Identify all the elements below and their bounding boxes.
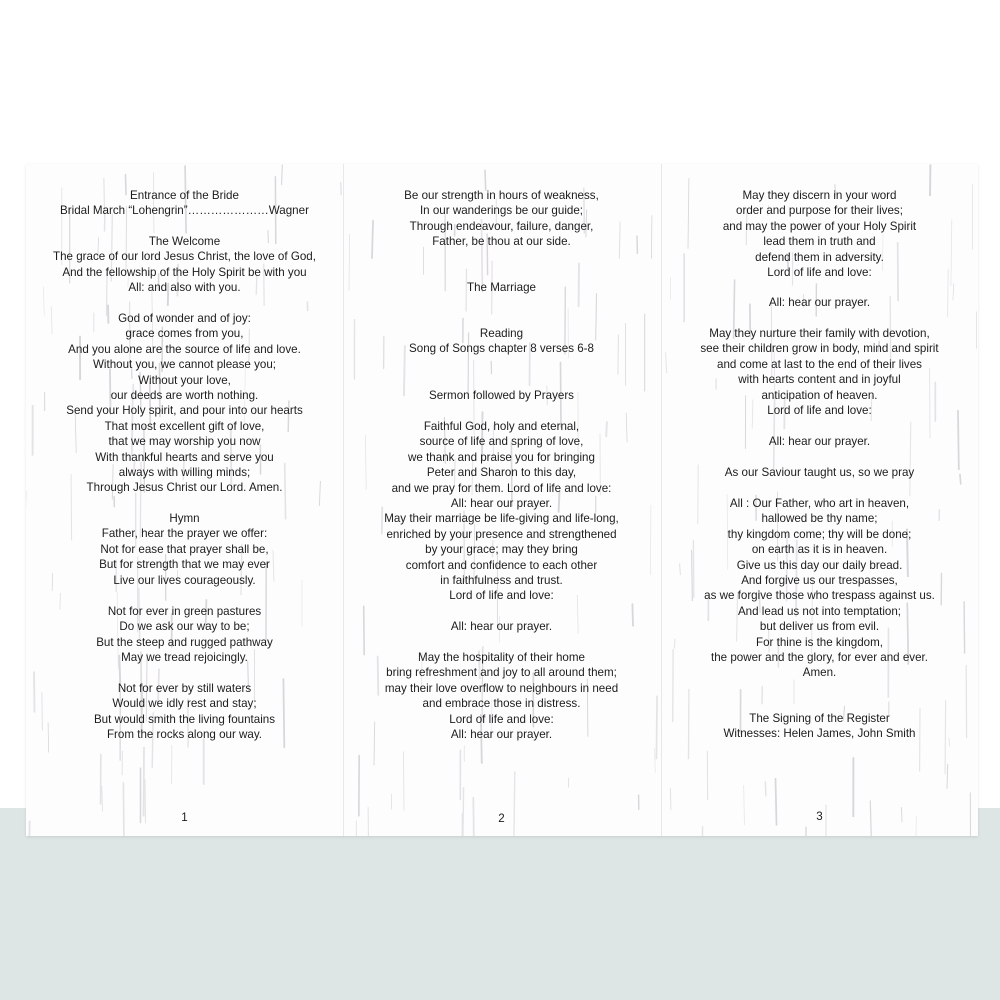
text-line: Without you, we cannot please you;	[92, 358, 277, 372]
text-line: see their children grow in body, mind and spirit	[700, 342, 939, 356]
text-block	[343, 326, 660, 357]
page-panel-1	[26, 164, 343, 836]
text-block	[26, 604, 343, 666]
text-line: That most excellent gift of love,	[104, 419, 265, 433]
text-line: Sermon followed by Prayers	[429, 389, 574, 402]
text-line: And the fellowship of the Holy Spirit be with you	[62, 265, 307, 279]
text-line: Witnesses: Helen James, John Smith	[723, 727, 916, 741]
text-block	[26, 681, 343, 743]
text-line: by your grace; may they bring	[425, 543, 578, 557]
text-line: Bridal March “Lohengrin”…………………Wagner	[60, 204, 309, 218]
text-line: Lord of life and love:	[767, 265, 872, 279]
text-line: In our wanderings be our guide;	[419, 204, 584, 218]
text-line: as we forgive those who trespass against us.	[704, 589, 935, 603]
text-line: and come at last to the end of their lives	[717, 357, 922, 371]
text-line: may their love overflow to neighbours in need	[384, 681, 619, 695]
text-line: and we pray for them. Lord of life and love:	[391, 481, 612, 495]
text-line: Hymn	[169, 512, 200, 525]
text-line: lead them in truth and	[763, 235, 876, 249]
text-line: but deliver us from evil.	[759, 620, 880, 634]
text-line: Faithful God, holy and eternal,	[423, 420, 580, 433]
text-line: we thank and praise you for bringing	[408, 450, 595, 464]
text-block	[26, 511, 343, 588]
text-line: The Welcome	[148, 235, 221, 248]
text-line: All: hear our prayer.	[450, 496, 553, 510]
text-line: Live our lives courageously.	[113, 573, 256, 587]
text-line: All: hear our prayer.	[768, 435, 871, 448]
text-line: Lord of life and love:	[449, 589, 554, 603]
text-block	[661, 295, 978, 310]
text-line: Father, hear the prayer we offer:	[101, 527, 268, 541]
text-line: But for strength that we may ever	[99, 558, 270, 572]
order-of-service-sheet	[26, 164, 978, 836]
text-line: And forgive us our trespasses,	[741, 573, 898, 587]
text-line: order and purpose for their lives;	[736, 204, 903, 218]
page-panel-3	[661, 164, 978, 836]
text-line: Not for ease that prayer shall be,	[100, 542, 269, 556]
text-line: The grace of our lord Jesus Christ, the love of God,	[53, 250, 316, 264]
text-line: All: hear our prayer.	[450, 727, 553, 741]
text-line: Song of Songs chapter 8 verses 6-8	[409, 342, 594, 356]
text-line: Lord of life and love:	[449, 712, 554, 726]
text-line: All: and also with you.	[128, 281, 241, 295]
backdrop-bottom	[0, 808, 1000, 1000]
text-line: bring refreshment and joy to all around them;	[386, 666, 617, 680]
text-block	[661, 711, 978, 742]
text-line: hallowed be thy name;	[761, 512, 878, 526]
text-block	[343, 619, 660, 634]
text-line: But would smith the living fountains	[93, 712, 276, 726]
text-line: in faithfulness and trust.	[440, 573, 563, 587]
text-block	[26, 234, 343, 296]
text-line: the power and the glory, for ever and ever.	[711, 650, 928, 664]
text-line: All : Our Father, who art in heaven,	[729, 497, 910, 510]
text-line: And you alone are the source of life and love.	[68, 342, 301, 356]
text-line: comfort and confidence to each other	[405, 558, 598, 572]
text-line: May the hospitality of their home	[418, 651, 585, 664]
text-block	[26, 188, 343, 219]
text-line: grace comes from you,	[125, 327, 244, 341]
text-line: source of life and spring of love,	[419, 435, 584, 449]
text-line: But the steep and rugged pathway	[96, 635, 273, 649]
text-line: and may the power of your Holy Spirit	[722, 219, 917, 233]
text-line: Give us this day our daily bread.	[736, 558, 903, 572]
text-block	[26, 311, 343, 496]
text-line: Without your love,	[138, 373, 231, 387]
text-line: that we may worship you now	[108, 435, 261, 449]
text-line: With thankful hearts and serve you	[95, 450, 274, 464]
text-line: always with willing minds;	[118, 465, 251, 479]
text-line: Not for ever by still waters	[117, 682, 252, 695]
text-line: The Signing of the Register	[749, 712, 890, 725]
text-line: with hearts content and in joyful	[738, 373, 901, 387]
text-line: Through endeavour, failure, danger,	[409, 219, 594, 233]
text-line: Send your Holy spirit, and pour into our hearts	[66, 404, 303, 418]
text-block	[343, 419, 660, 604]
text-line: our deeds are worth nothing.	[110, 388, 259, 402]
page-number: 2	[498, 812, 505, 825]
text-block	[343, 280, 660, 295]
text-line: Not for ever in green pastures	[107, 605, 262, 618]
text-line: May they nurture their family with devotion,	[709, 327, 930, 340]
text-line: Reading	[479, 327, 524, 340]
text-line: Amen.	[802, 666, 837, 680]
text-line: Be our strength in hours of weakness,	[404, 189, 599, 202]
page-panel-2	[343, 164, 660, 836]
text-line: anticipation of heaven.	[761, 388, 878, 402]
text-line: The Marriage	[467, 281, 536, 294]
text-line: And lead us not into temptation;	[737, 604, 902, 618]
text-line: As our Saviour taught us, so we pray	[724, 466, 915, 479]
text-block	[343, 188, 660, 250]
text-line: Would we idly rest and stay;	[112, 697, 257, 711]
text-block	[661, 326, 978, 418]
text-line: Do we ask our way to be;	[119, 620, 250, 634]
text-line: enriched by your presence and strengthened	[386, 527, 617, 541]
text-line: All: hear our prayer.	[450, 620, 553, 633]
text-line: and embrace those in distress.	[422, 697, 581, 711]
text-line: thy kingdom come; thy will be done;	[727, 527, 912, 541]
text-line: All: hear our prayer.	[768, 296, 871, 309]
text-block	[661, 465, 978, 480]
text-line: on earth as it is in heaven.	[751, 543, 888, 557]
text-line: defend them in adversity.	[755, 250, 884, 264]
text-line: May we tread rejoicingly.	[121, 651, 248, 665]
text-line: Peter and Sharon to this day,	[426, 466, 577, 480]
text-line: For thine is the kingdom,	[756, 635, 883, 649]
text-line: Lord of life and love:	[767, 403, 872, 417]
text-line: Father, be thou at our side.	[432, 235, 571, 249]
page-number: 1	[181, 811, 188, 824]
page-number: 3	[816, 810, 823, 823]
text-line: God of wonder and of joy:	[118, 312, 251, 325]
text-block	[661, 496, 978, 681]
text-line: May they discern in your word	[742, 189, 897, 202]
text-line: May their marriage be life-giving and life-long,	[384, 512, 619, 526]
text-line: Entrance of the Bride	[130, 189, 239, 202]
text-block	[661, 188, 978, 280]
text-line: Through Jesus Christ our Lord. Amen.	[86, 481, 283, 495]
text-block	[661, 434, 978, 449]
text-block	[343, 388, 660, 403]
text-block	[343, 650, 660, 742]
text-line: From the rocks along our way.	[106, 728, 263, 742]
